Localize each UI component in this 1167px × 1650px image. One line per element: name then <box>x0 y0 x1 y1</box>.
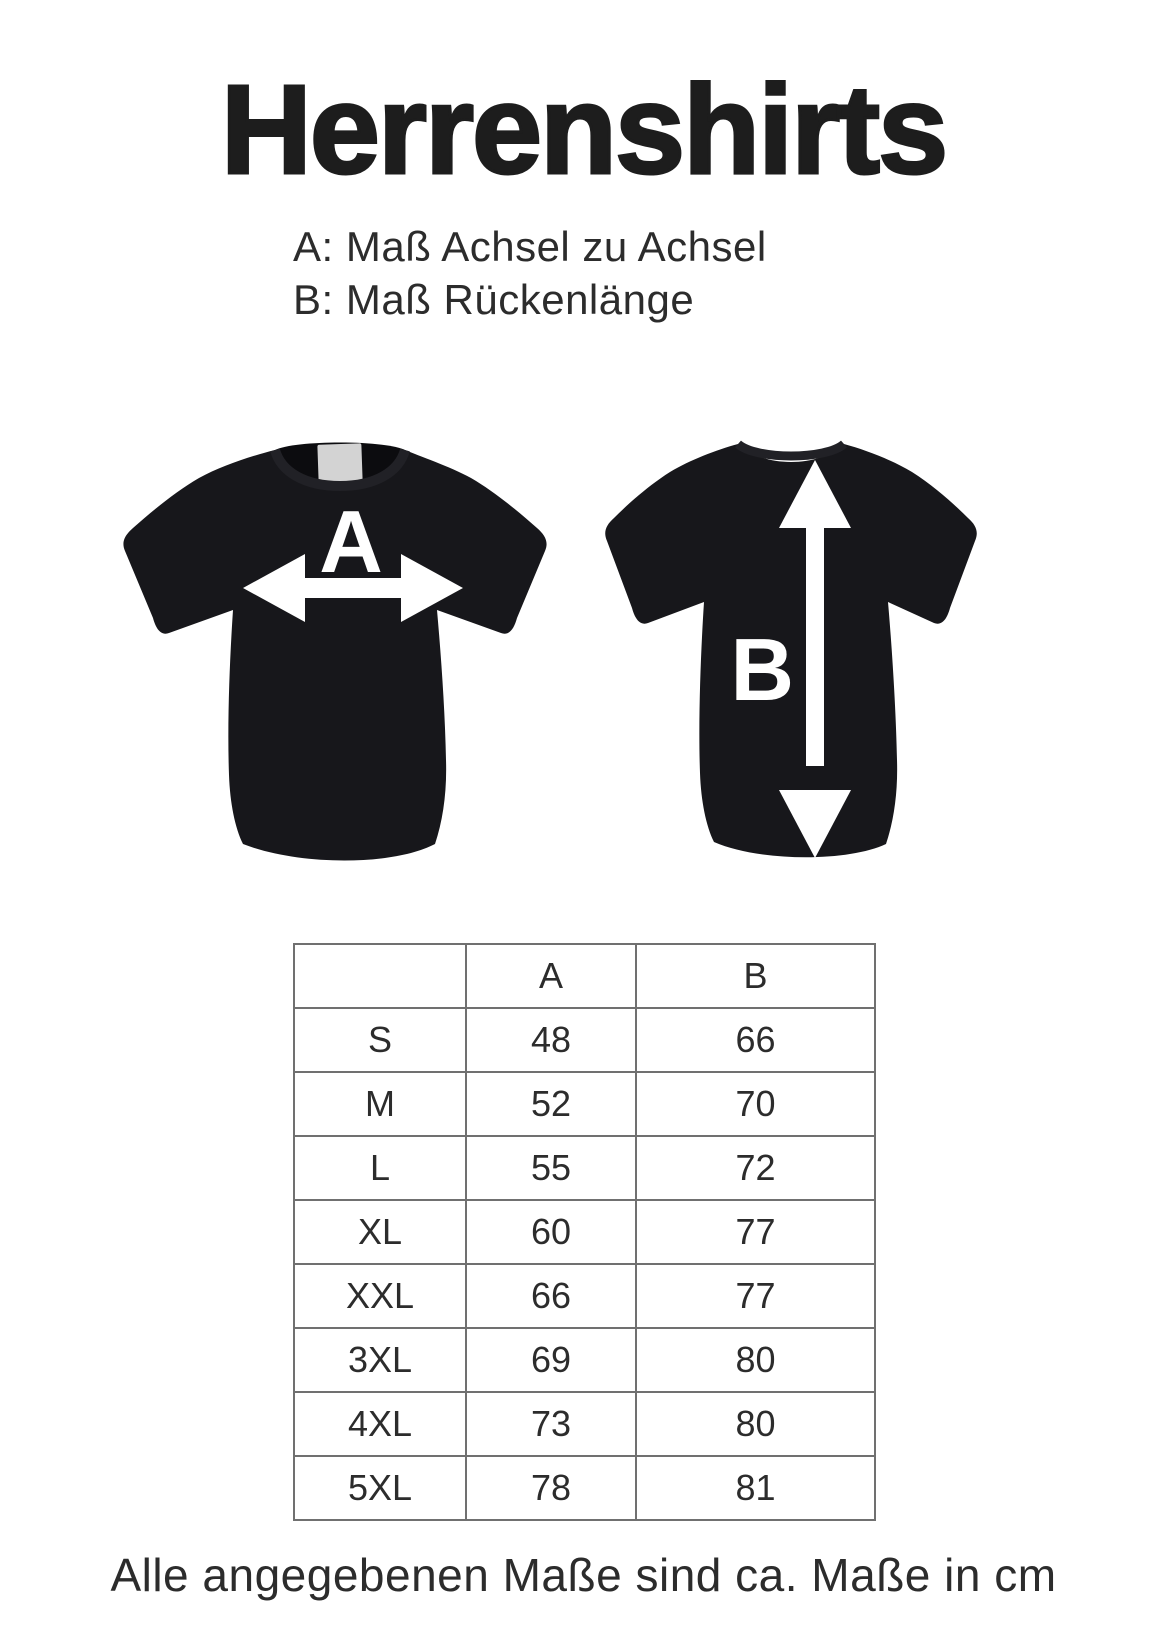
b-cell: 66 <box>636 1008 875 1072</box>
neck-tag <box>317 443 362 483</box>
a-cell: 48 <box>466 1008 636 1072</box>
a-cell: 78 <box>466 1456 636 1520</box>
a-cell: 52 <box>466 1072 636 1136</box>
back-measure-label: B <box>730 620 794 719</box>
b-cell: 77 <box>636 1264 875 1328</box>
size-cell: XL <box>294 1200 466 1264</box>
table-row <box>294 1008 875 1072</box>
b-cell: 70 <box>636 1072 875 1136</box>
b-cell: 80 <box>636 1392 875 1456</box>
size-column-header <box>294 944 466 1008</box>
a-cell: 60 <box>466 1200 636 1264</box>
a-column-header: A <box>466 944 636 1008</box>
size-cell: L <box>294 1136 466 1200</box>
b-column-header: B <box>636 944 875 1008</box>
size-table <box>293 943 876 1521</box>
table-row <box>294 1392 875 1456</box>
size-cell: S <box>294 1008 466 1072</box>
back-collar-band <box>738 444 844 456</box>
table-row <box>294 1072 875 1136</box>
a-cell: 73 <box>466 1392 636 1456</box>
a-cell: 66 <box>466 1264 636 1328</box>
size-cell: M <box>294 1072 466 1136</box>
b-cell: 77 <box>636 1200 875 1264</box>
size-cell: 5XL <box>294 1456 466 1520</box>
size-cell: 4XL <box>294 1392 466 1456</box>
front-measure-label: A <box>319 492 383 591</box>
b-cell: 80 <box>636 1328 875 1392</box>
table-row <box>294 1136 875 1200</box>
page-title: Herrenshirts <box>220 59 947 200</box>
table-header-row <box>294 944 875 1008</box>
size-cell: XXL <box>294 1264 466 1328</box>
measure-legend <box>293 220 767 326</box>
table-row <box>294 1264 875 1328</box>
size-cell: 3XL <box>294 1328 466 1392</box>
a-cell: 55 <box>466 1136 636 1200</box>
tshirt-front-diagram <box>103 420 563 880</box>
table-row <box>294 1200 875 1264</box>
table-row <box>294 1328 875 1392</box>
legend-line-b: B: Maß Rückenlänge <box>293 276 695 323</box>
b-cell: 72 <box>636 1136 875 1200</box>
tshirt-back-diagram <box>590 418 990 873</box>
a-cell: 69 <box>466 1328 636 1392</box>
b-cell: 81 <box>636 1456 875 1520</box>
legend-line-a: A: Maß Achsel zu Achsel <box>293 223 767 270</box>
footer-note: Alle angegebenen Maße sind ca. Maße in cm <box>110 1549 1057 1601</box>
table-row <box>294 1456 875 1520</box>
